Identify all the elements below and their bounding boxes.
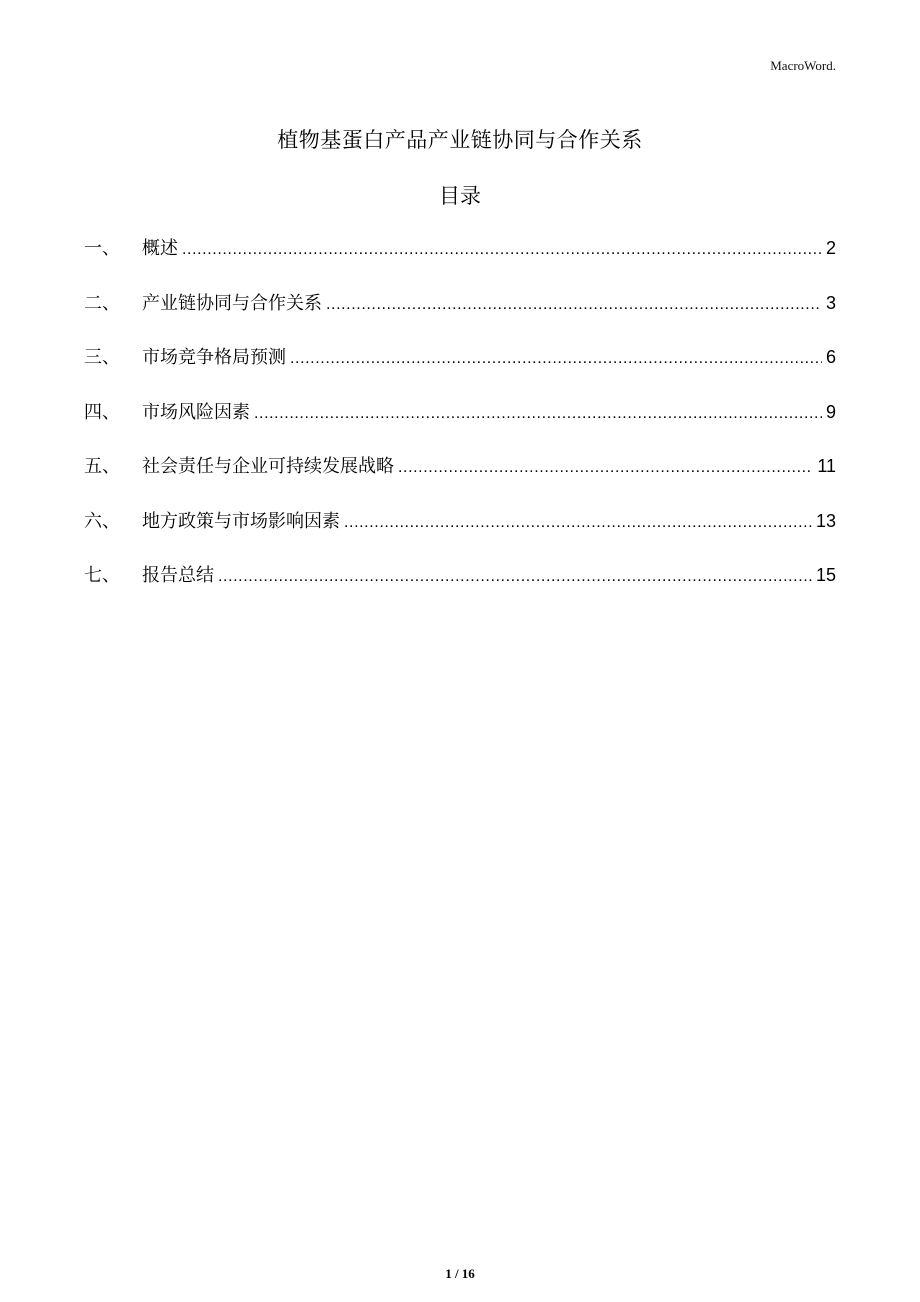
toc-dot-leader (218, 568, 812, 586)
toc-entry-3[interactable] (84, 343, 836, 398)
toc-entry-page: 9 (825, 401, 836, 422)
toc-entry-number: 六、 (84, 510, 120, 532)
toc-entry-label: 报告总结 (142, 565, 214, 586)
toc-entry-page: 11 (817, 456, 836, 476)
toc-entry-4[interactable] (84, 398, 836, 453)
toc-entry-number: 一、 (84, 238, 120, 259)
toc-entry-page: 6 (825, 347, 836, 367)
toc-entry-5[interactable] (84, 452, 836, 507)
toc-entry-label: 市场风险因素 (142, 401, 250, 423)
toc-entry-label: 产业链协同与合作关系 (142, 292, 322, 314)
toc-entry-label: 概述 (142, 238, 178, 259)
toc-entry-7[interactable] (84, 561, 836, 616)
toc-dot-leader (344, 514, 812, 532)
toc-entry-number: 四、 (84, 401, 120, 423)
toc-entry-2[interactable] (84, 289, 836, 344)
toc-entry-page: 15 (815, 565, 836, 585)
toc-dot-leader (182, 241, 822, 259)
toc-dot-leader (398, 459, 813, 477)
toc-entry-6[interactable] (84, 507, 836, 562)
toc-entry-label: 市场竞争格局预测 (142, 347, 286, 368)
page-number-footer: 1 / 16 (445, 1266, 475, 1281)
toc-entry-page: 13 (815, 510, 836, 531)
toc-dot-leader (326, 296, 822, 314)
toc-entry-label: 社会责任与企业可持续发展战略 (142, 456, 394, 477)
toc-entry-page: 3 (825, 292, 836, 313)
toc-entry-page: 2 (825, 238, 836, 258)
toc-entry-number: 二、 (84, 292, 120, 314)
toc-dot-leader (290, 350, 822, 368)
document-title: 植物基蛋白产品产业链协同与合作关系 (277, 128, 643, 152)
toc-entry-1[interactable] (84, 234, 836, 289)
toc-entry-number: 三、 (84, 347, 120, 368)
table-of-contents (84, 234, 836, 616)
toc-entry-number: 七、 (84, 565, 120, 586)
header-watermark: MacroWord. (770, 58, 836, 73)
toc-heading: 目录 (439, 184, 481, 208)
toc-entry-label: 地方政策与市场影响因素 (142, 510, 340, 532)
toc-dot-leader (254, 405, 822, 423)
toc-entry-number: 五、 (84, 456, 120, 477)
